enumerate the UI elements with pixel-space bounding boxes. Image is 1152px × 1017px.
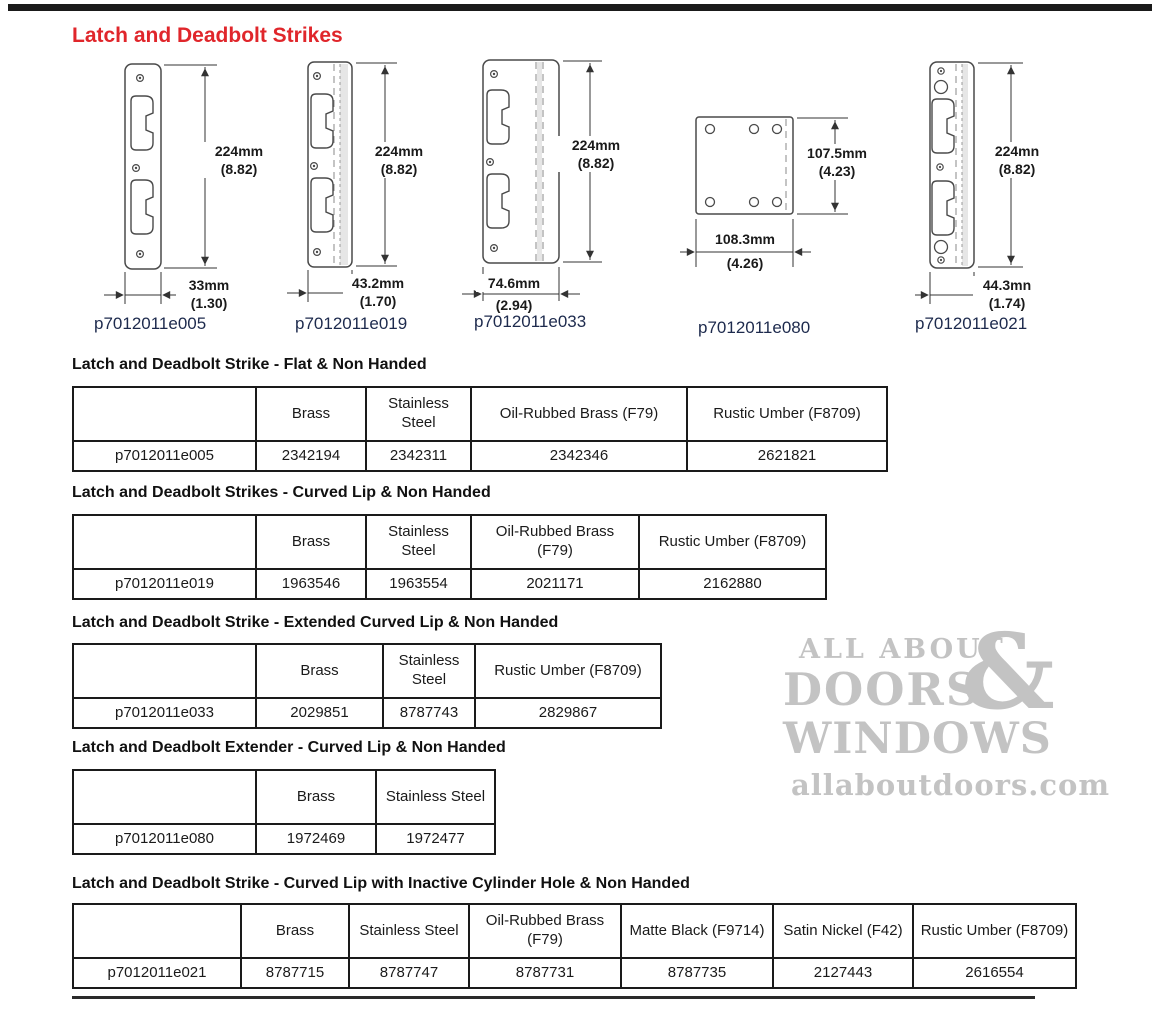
watermark-ampersand: & xyxy=(961,610,1055,733)
width-dimension-in: (4.26) xyxy=(712,254,778,272)
table-row xyxy=(73,824,495,854)
part-number: p7012011e021 xyxy=(915,314,1028,333)
watermark-url: allaboutdoors.com xyxy=(791,768,1111,802)
table-cell: p7012011e080 xyxy=(73,824,256,854)
table-cell: p7012011e005 xyxy=(73,441,256,471)
table-header-cell: Rustic Umber (F8709) xyxy=(913,904,1076,958)
watermark xyxy=(783,610,1111,802)
section-heading: Latch and Deadbolt Strike - Flat & Non Handed xyxy=(72,356,427,373)
parts-table xyxy=(72,514,827,600)
table-cell: 1972469 xyxy=(256,824,376,854)
parts-table xyxy=(72,386,888,472)
table-cell: 8787735 xyxy=(621,958,773,988)
table-cell: p7012011e021 xyxy=(73,958,241,988)
table-row xyxy=(73,958,1076,988)
width-dimension: 33mm (1.30) xyxy=(176,276,242,312)
table-header-cell xyxy=(73,387,256,441)
table-header-cell: Brass xyxy=(241,904,349,958)
part-number: p7012011e033 xyxy=(474,312,587,331)
table-header-cell xyxy=(73,644,256,698)
table-header-cell: Oil-Rubbed Brass (F79) xyxy=(471,515,639,569)
height-dimension: 224mn (8.82) xyxy=(981,142,1053,178)
table-row xyxy=(73,698,661,728)
table-cell: 2829867 xyxy=(475,698,661,728)
table-header-cell: Stainless Steel xyxy=(383,644,475,698)
table-cell: 2616554 xyxy=(913,958,1076,988)
bottom-divider xyxy=(72,996,1035,999)
parts-table xyxy=(72,903,1077,989)
table-header-cell: Rustic Umber (F8709) xyxy=(639,515,826,569)
table-row xyxy=(73,569,826,599)
table-cell: 1963554 xyxy=(366,569,471,599)
table-cell: 2342346 xyxy=(471,441,687,471)
table-header-cell xyxy=(73,904,241,958)
watermark-line: ALL ABOUT xyxy=(799,634,1006,665)
table-header-cell: Matte Black (F9714) xyxy=(621,904,773,958)
parts-table xyxy=(72,769,496,855)
part-number: p7012011e080 xyxy=(698,318,811,337)
table-header-cell: Satin Nickel (F42) xyxy=(773,904,913,958)
table-header-cell: Brass xyxy=(256,387,366,441)
strike-plate-drawing xyxy=(680,100,910,350)
table-header-cell xyxy=(73,770,256,824)
table-cell: p7012011e033 xyxy=(73,698,256,728)
table-header-cell: Oil-Rubbed Brass (F79) xyxy=(469,904,621,958)
table-header-cell: Brass xyxy=(256,644,383,698)
table-header-cell: Stainless Steel xyxy=(366,387,471,441)
width-dimension: 43.2mm (1.70) xyxy=(343,274,413,310)
table-cell: 2342311 xyxy=(366,441,471,471)
table-header-cell: Brass xyxy=(256,515,366,569)
table-cell: 8787743 xyxy=(383,698,475,728)
table-row xyxy=(73,441,887,471)
section-heading: Latch and Deadbolt Strikes - Curved Lip & Non Handed xyxy=(72,484,491,501)
top-divider xyxy=(8,4,1152,11)
width-dimension-mm: 74.6mm xyxy=(476,274,552,292)
section-heading: Latch and Deadbolt Extender - Curved Lip & Non Handed xyxy=(72,739,506,756)
table-cell: 2127443 xyxy=(773,958,913,988)
width-dimension-in: (2.94) xyxy=(484,296,544,314)
part-number: p7012011e019 xyxy=(295,314,408,333)
table-header-cell: Stainless Steel xyxy=(366,515,471,569)
table-header-cell: Brass xyxy=(256,770,376,824)
height-dimension: 224mm (8.82) xyxy=(202,142,276,178)
table-header-cell: Rustic Umber (F8709) xyxy=(687,387,887,441)
watermark-line: DOORS xyxy=(783,663,981,716)
height-dimension: 107.5mm (4.23) xyxy=(798,144,876,180)
page-title: Latch and Deadbolt Strikes xyxy=(72,24,343,47)
width-dimension: 44.3mn (1.74) xyxy=(973,276,1041,312)
height-dimension: 224mm (8.82) xyxy=(363,142,435,178)
table-cell: 2029851 xyxy=(256,698,383,728)
table-cell: 2621821 xyxy=(687,441,887,471)
table-cell: 8787731 xyxy=(469,958,621,988)
table-header-cell: Oil-Rubbed Brass (F79) xyxy=(471,387,687,441)
part-number: p7012011e005 xyxy=(94,314,207,333)
table-header-cell: Rustic Umber (F8709) xyxy=(475,644,661,698)
section-heading: Latch and Deadbolt Strike - Curved Lip with Inactive Cylinder Hole & Non Handed xyxy=(72,875,690,892)
parts-table xyxy=(72,643,662,729)
height-dimension: 224mm (8.82) xyxy=(558,136,634,172)
table-header-cell: Stainless Steel xyxy=(376,770,495,824)
figure-strike-cylinder-hole xyxy=(915,56,1152,343)
table-cell: 8787715 xyxy=(241,958,349,988)
table-cell: 1963546 xyxy=(256,569,366,599)
width-dimension-mm: 108.3mm xyxy=(702,230,788,248)
table-cell: 2021171 xyxy=(471,569,639,599)
table-cell: 2342194 xyxy=(256,441,366,471)
table-header-cell: Stainless Steel xyxy=(349,904,469,958)
watermark-line: WINDOWS xyxy=(783,714,1052,764)
table-cell: 8787747 xyxy=(349,958,469,988)
table-cell: p7012011e019 xyxy=(73,569,256,599)
figure-strike-flat xyxy=(90,58,285,343)
figure-extender-plate xyxy=(680,100,910,350)
section-heading: Latch and Deadbolt Strike - Extended Curved Lip & Non Handed xyxy=(72,614,559,631)
table-cell: 2162880 xyxy=(639,569,826,599)
figure-strike-curved-lip xyxy=(285,56,480,343)
table-cell: 1972477 xyxy=(376,824,495,854)
figure-strike-extended-lip xyxy=(460,54,675,343)
table-header-cell xyxy=(73,515,256,569)
